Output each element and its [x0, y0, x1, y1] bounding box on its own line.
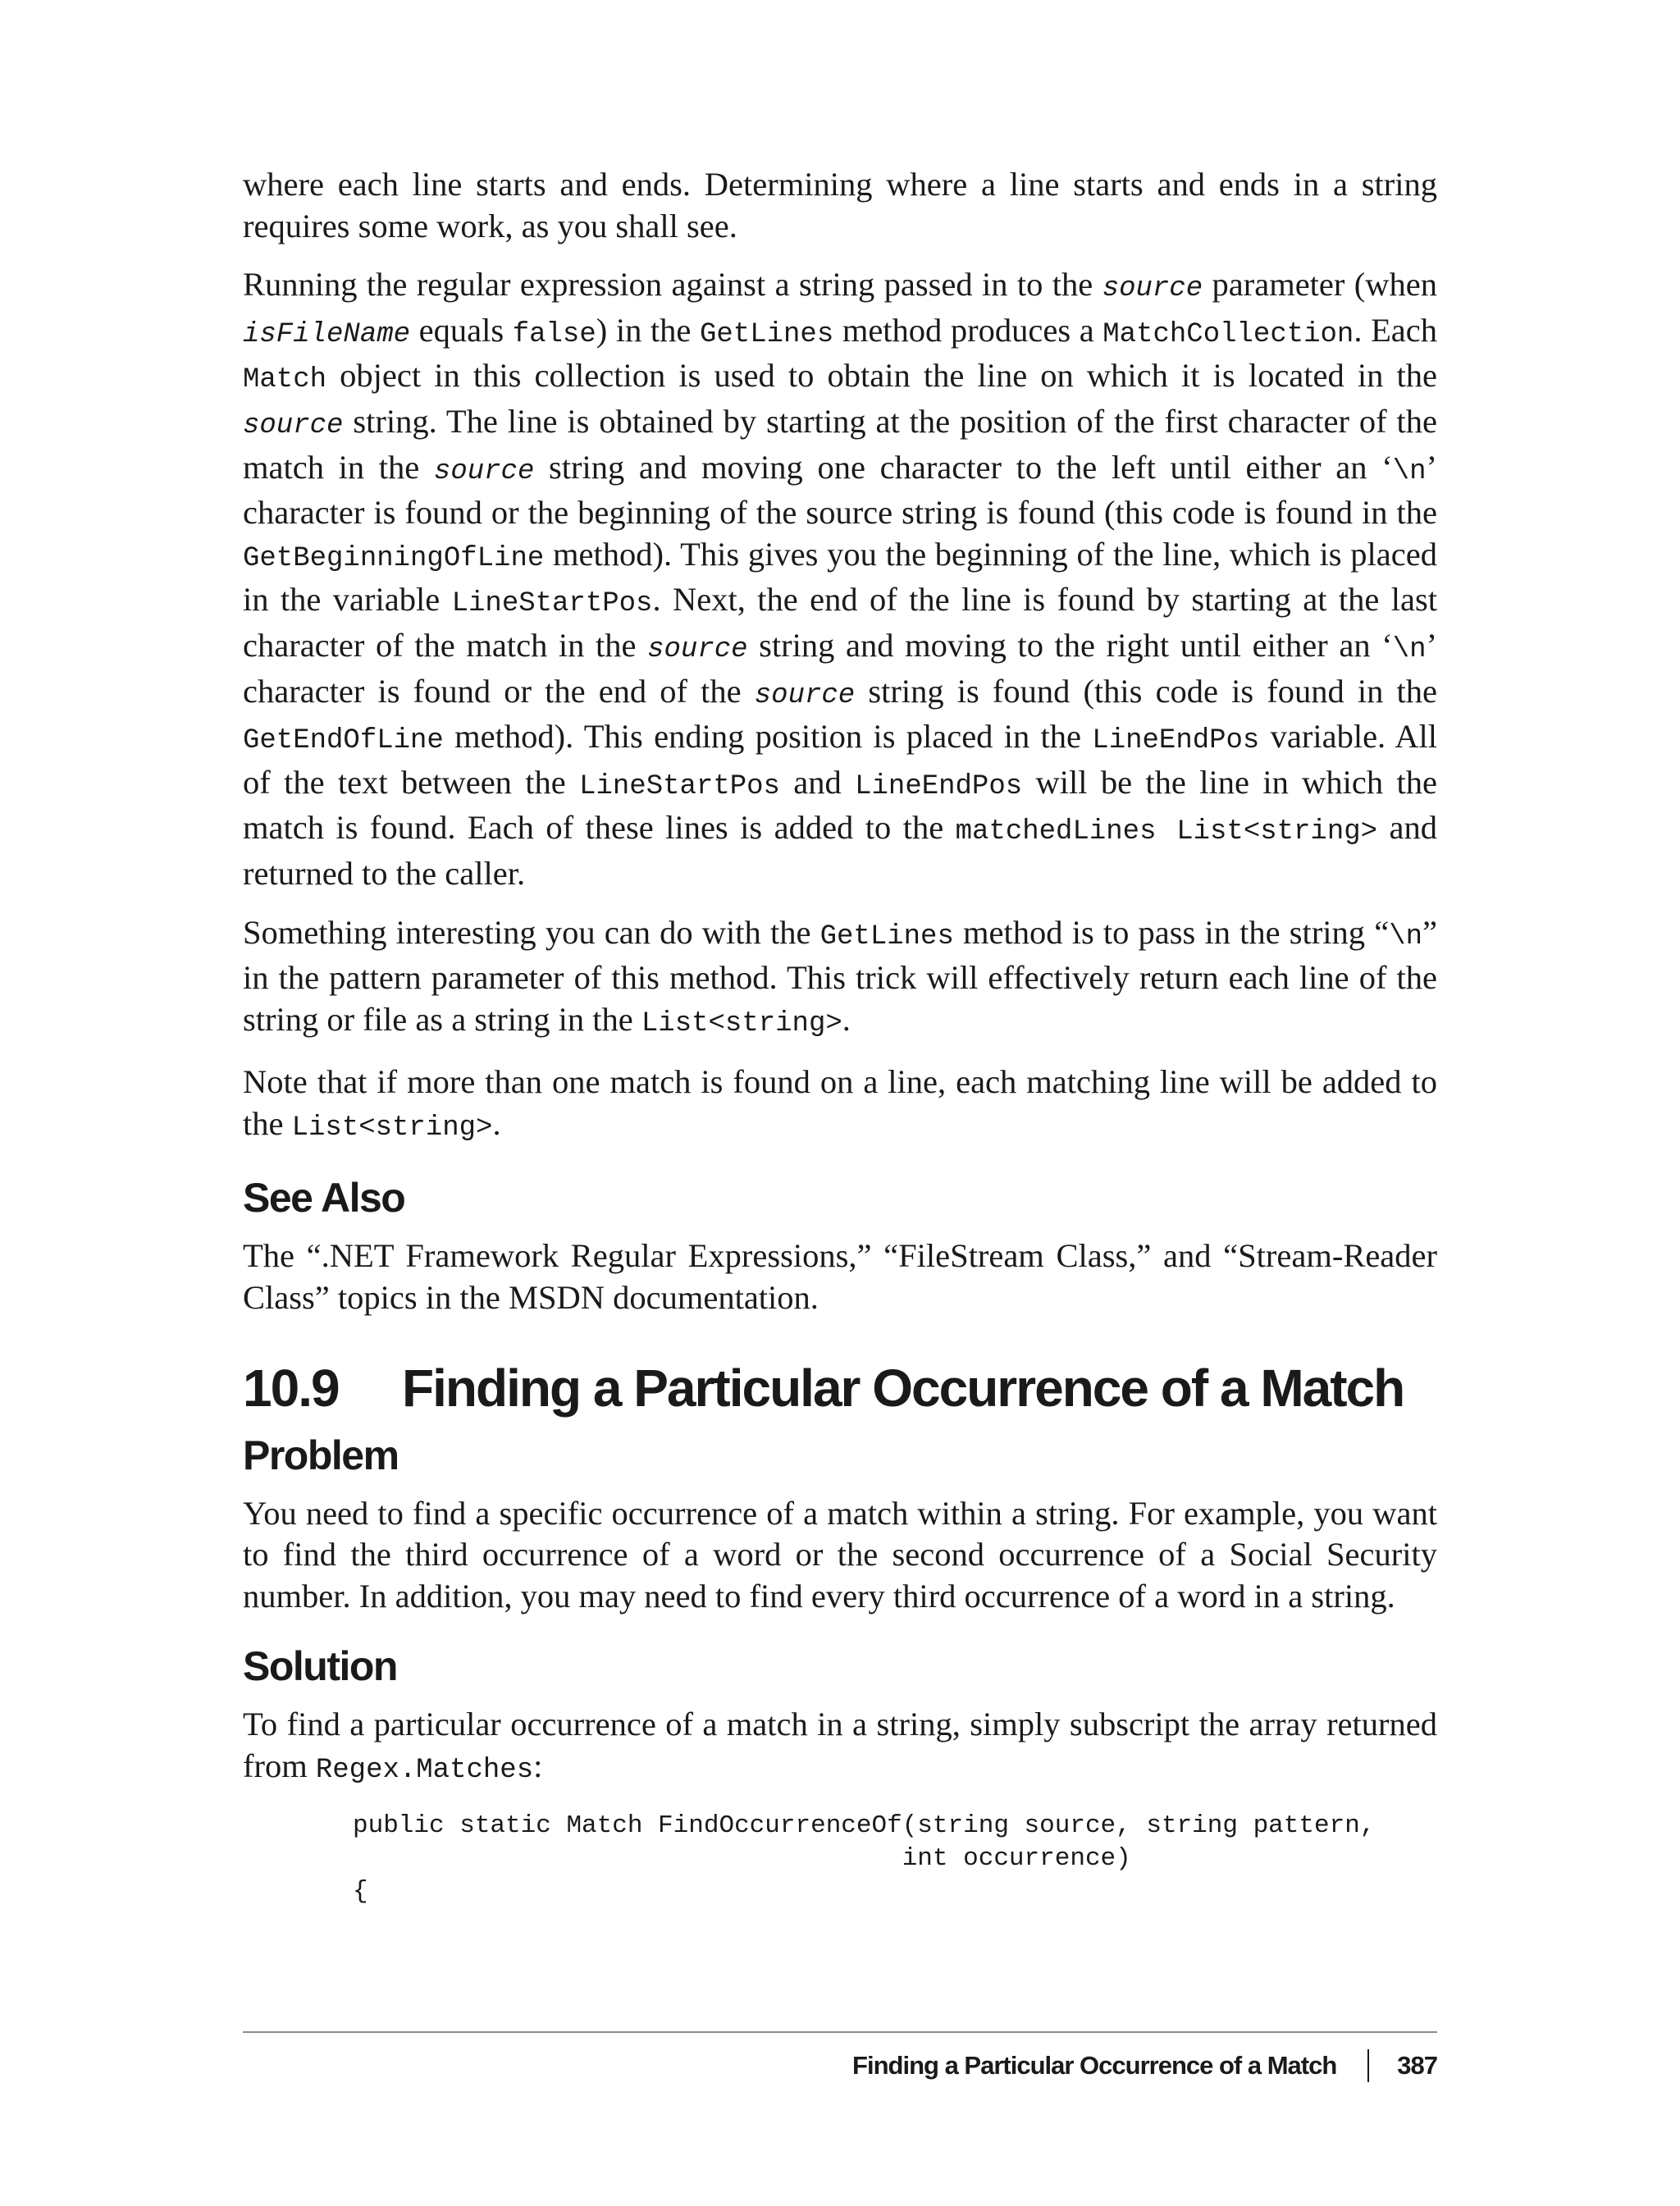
text-span: ’ character is found or the end of the	[243, 626, 1437, 710]
solution-heading: Solution	[243, 1643, 397, 1690]
code-linestartpos: LineStartPos	[451, 588, 653, 620]
recipe-number: 10.9	[243, 1358, 339, 1418]
code-newline: \n	[1392, 455, 1427, 487]
text-span: To find a particular occurrence of a match in a string, simply subscript the array returned from	[243, 1706, 1437, 1785]
page-number: 387	[1397, 2051, 1437, 2080]
code-source: source	[243, 409, 344, 441]
text-span: Running the regular expression against a string passed in to the	[243, 266, 1102, 304]
text-span: equals	[410, 311, 513, 349]
recipe-title-text: Finding a Particular Occurrence of a Match	[402, 1358, 1404, 1418]
text-span: will be the line in which the match is found. Each of these lines is added to the	[243, 763, 1437, 847]
text-span: where each line starts and ends. Determining where a line starts and ends in a string requires some work, as you shall see.	[243, 166, 1437, 244]
code-linestartpos: LineStartPos	[579, 770, 780, 802]
code-isfilename: isFileName	[243, 318, 411, 350]
text-span: and	[779, 763, 856, 801]
code-source: source	[1102, 273, 1203, 305]
code-regex-matches: Regex.Matches	[315, 1755, 534, 1787]
text-span: string and moving one character to the left until either an ‘	[534, 448, 1393, 486]
page-footer	[243, 2031, 1437, 2080]
code-match: Match	[243, 364, 327, 396]
problem-text: You need to find a specific occurrence of a match within a string. For example, you want to find the third occurrence of a word or the second occurrence of a Social Security number. In addition, you may need to find every third occurrence of a word in a string.	[243, 1494, 1437, 1615]
code-false: false	[512, 318, 596, 350]
text-span: .	[492, 1104, 501, 1142]
page-content	[243, 164, 1437, 1908]
text-span: parameter (when	[1203, 266, 1437, 304]
code-newline: \n	[1392, 633, 1427, 665]
paragraph-note	[243, 1062, 1437, 1149]
see-also-heading: See Also	[243, 1175, 405, 1222]
code-getendofline: GetEndOfLine	[243, 725, 444, 757]
running-title: Finding a Particular Occurrence of a Match	[852, 2051, 1337, 2080]
problem-heading: Problem	[243, 1432, 399, 1478]
text-span: ’ character is found or the beginning of the source string is found (this code is found in the	[243, 448, 1437, 532]
text-span: method). This gives you the beginning of the line, which is placed in the variable	[243, 535, 1437, 619]
text-span: . Each	[1354, 311, 1438, 349]
text-span: :	[533, 1747, 543, 1785]
code-lineendpos: LineEndPos	[855, 770, 1023, 802]
paragraph-getlines-trick	[243, 912, 1437, 1045]
code-list-string: List<string>	[291, 1112, 493, 1144]
footer-row	[852, 2049, 1437, 2082]
recipe-title	[243, 1355, 1437, 1421]
text-span: object in this collection is used to obtain the line on which it is located in the	[326, 357, 1437, 395]
code-lineendpos: LineEndPos	[1092, 725, 1260, 757]
text-span: Note that if more than one match is found on a line, each matching line will be added to the	[243, 1063, 1437, 1142]
text-span: .	[842, 1000, 851, 1038]
text-span: ) in the	[596, 311, 700, 349]
code-matchcollection: MatchCollection	[1102, 318, 1354, 350]
text-span: string. The line is obtained by starting at the position of the first character of the match in the	[243, 402, 1437, 486]
code-matchedlines: matchedLines List<string>	[955, 816, 1378, 848]
text-span: . Next, the end of the line is found by starting at the last character of the match in the	[243, 581, 1437, 664]
footer-separator	[1367, 2049, 1369, 2082]
code-list-string: List<string>	[641, 1007, 842, 1039]
text-span: variable. All of the text between the	[243, 718, 1437, 801]
solution-text	[243, 1704, 1437, 1791]
text-span: string and moving to the right until either an ‘	[747, 626, 1393, 664]
code-getlines: GetLines	[819, 920, 954, 952]
text-span: method). This ending position is placed in the	[443, 718, 1093, 756]
text-span: string is found (this code is found in the	[855, 672, 1437, 710]
code-source: source	[754, 679, 856, 711]
code-listing: public static Match FindOccurrenceOf(string source, string pattern, int occurrence) {	[353, 1811, 1376, 1906]
code-source: source	[647, 633, 748, 665]
code-newline: \n	[1389, 920, 1423, 952]
code-getbeginningofline: GetBeginningOfLine	[243, 542, 545, 574]
text-span: and returned to the caller.	[243, 809, 1437, 892]
text-span: ” in the pattern parameter of this method. This trick will effectively return each line of the string or file as a string in the	[243, 913, 1437, 1038]
paragraph-intro	[243, 164, 1437, 247]
code-getlines: GetLines	[700, 318, 834, 350]
text-span: method is to pass in the string “	[953, 913, 1390, 951]
paragraph-getlines-explanation	[243, 264, 1437, 894]
code-source: source	[433, 455, 535, 487]
text-span: method produces a	[833, 311, 1103, 349]
text-span: Something interesting you can do with the	[243, 913, 820, 951]
see-also-text: The “.NET Framework Regular Expressions,” “FileStream Class,” and “Stream-Reader Class” topics in the MSDN documentation.	[243, 1237, 1437, 1317]
